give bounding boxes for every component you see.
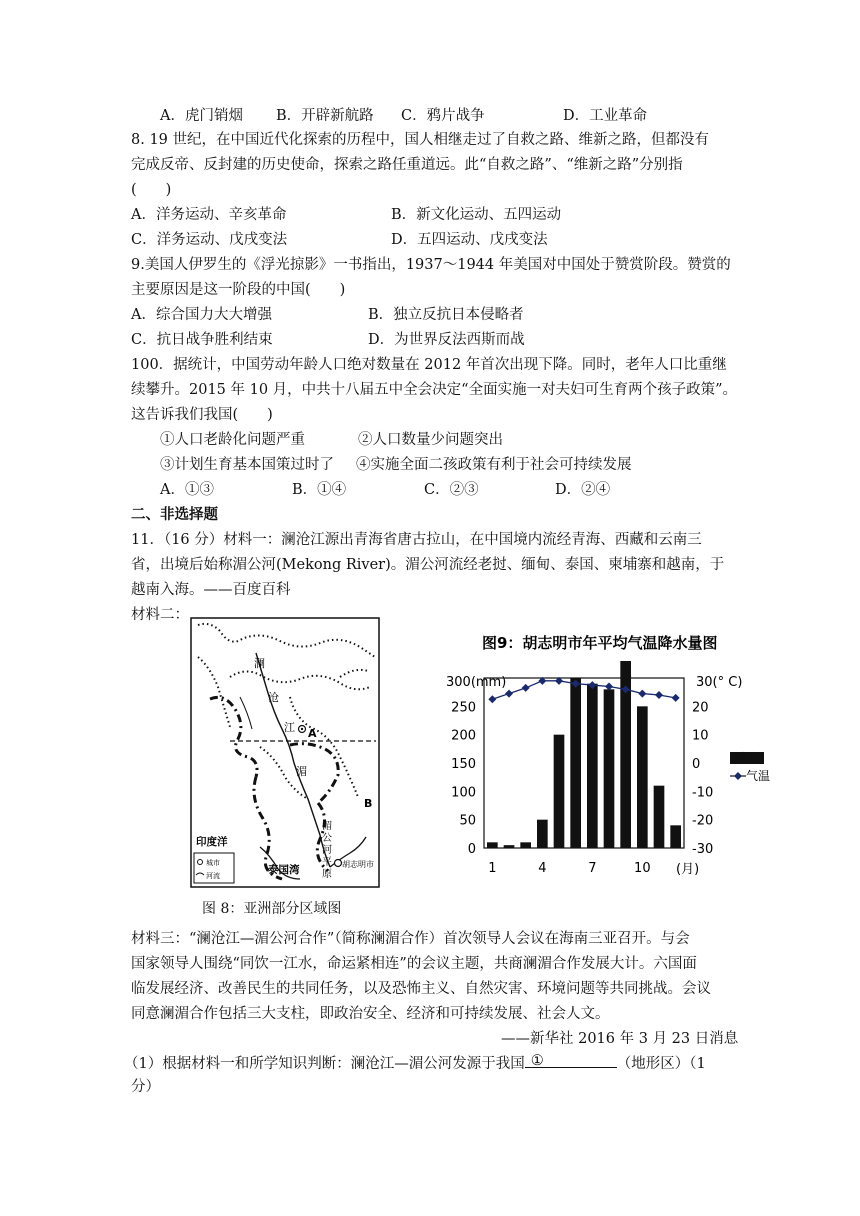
q7-option-b[interactable]: B．开辟新航路 — [276, 108, 374, 124]
hcm-city-marker — [335, 860, 342, 867]
svg-text:平: 平 — [322, 857, 332, 868]
material3-source: ——新华社 2016 年 3 月 23 日消息 — [501, 1031, 739, 1047]
legend-city-label: 城市 — [206, 859, 220, 867]
material3-line: 材料三：“澜沧江—湄公河合作”（简称澜湄合作）首次领导人会议在海南三亚召开。与会 — [131, 931, 690, 947]
temp-point — [605, 683, 613, 691]
x-tick-label: 1 — [488, 861, 497, 876]
legend-river-label: 河流 — [206, 872, 220, 880]
left-tick-label: 200 — [451, 728, 476, 744]
x-tick-label: 10 — [634, 861, 651, 876]
q9-option-b[interactable]: B．独立反抗日本侵略者 — [368, 307, 524, 323]
q11-stem-line: 11．（16 分）材料一：澜沧江源出青海省唐古拉山，在中国境内流经青海、西藏和云南三 — [131, 532, 702, 548]
temp-line — [492, 681, 675, 699]
left-tick-label: 100 — [451, 785, 476, 801]
right-tick-label: 20 — [692, 700, 709, 716]
right-axis-label: 30(° C) — [696, 675, 743, 690]
map-label-mekong-plain — [322, 820, 332, 880]
map-label-hcm: 胡志明市 — [342, 860, 374, 869]
q10-option-b[interactable]: B．①④ — [292, 482, 347, 498]
q7-option-d[interactable]: D．工业革命 — [563, 108, 648, 124]
x-unit-label: (月) — [676, 862, 700, 877]
legend-city-icon — [198, 860, 203, 865]
right-tick-label: 10 — [692, 728, 709, 744]
section-title: 二、非选择题 — [131, 506, 218, 523]
chart-title: 图9：胡志明市年平均气温降水量图 — [482, 634, 718, 652]
precip-bar — [537, 820, 548, 848]
svg-text:公: 公 — [322, 833, 332, 844]
q10-stem-line: 100．据统计，中国劳动年龄人口绝对数量在 2012 年首次出现下降。同时，老年人口比重继 — [131, 357, 727, 373]
temp-point — [488, 695, 496, 703]
map-label-mei: 湄 — [296, 765, 307, 778]
temp-point — [638, 690, 646, 698]
material3-line: 国家领导人围绕“同饮一江水，命运紧相连”的会议主题，共商澜湄合作发展大计。六国面 — [131, 956, 697, 972]
left-tick-label: 150 — [451, 757, 476, 772]
left-tick-label: 50 — [459, 813, 476, 829]
legend-precip-label: 降水 — [736, 751, 761, 765]
map-label-cang: 沧 — [268, 691, 279, 704]
sub1-line2: 分） — [131, 1079, 160, 1095]
q8-stem-line: 8. 19 世纪，在中国近代化探索的历程中，国人相继走过了自救之路、维新之路，但都没有 — [131, 132, 709, 148]
blank-marker: ① — [530, 1053, 544, 1069]
legend-temp-marker — [734, 772, 742, 780]
svg-text:河: 河 — [322, 845, 332, 856]
q10-option-d[interactable]: D．②④ — [555, 482, 611, 498]
precip-bar — [637, 706, 648, 848]
left-tick-label: 250 — [451, 700, 476, 716]
precip-bar — [654, 786, 665, 848]
precip-bar — [487, 842, 498, 848]
q9-option-a[interactable]: A．综合国力大大增强 — [131, 307, 272, 323]
svg-text:湄: 湄 — [322, 821, 332, 832]
right-tick-label: 0 — [692, 757, 701, 772]
q10-statement-4: ④实施全面二孩政策有利于社会可持续发展 — [356, 457, 632, 473]
x-tick-label: 4 — [538, 861, 547, 876]
q8-option-d[interactable]: D．五四运动、戊戌变法 — [391, 232, 548, 248]
q8-stem-line: ( ) — [131, 182, 172, 198]
temp-point — [672, 694, 680, 702]
sub1-suffix: （地形区）（1 — [616, 1056, 706, 1072]
precip-bar — [504, 845, 515, 848]
legend-temp-label: 气温 — [746, 769, 770, 783]
temp-point — [522, 684, 530, 692]
asia-region-map — [190, 617, 380, 888]
q7-option-a[interactable]: A．虎门销烟 — [160, 108, 243, 124]
q8-option-a[interactable]: A．洋务运动、辛亥革命 — [131, 207, 287, 223]
q11-stem-line: 省，出境后始称湄公河(Mekong River)。湄公河流经老挝、缅甸、泰国、柬埔寨和越南，于 — [131, 557, 725, 573]
svg-text:原: 原 — [322, 869, 332, 880]
q10-option-c[interactable]: C．②③ — [424, 482, 479, 498]
q10-statement-3: ③计划生育基本国策过时了 — [160, 457, 334, 473]
right-tick-label: -30 — [692, 842, 714, 857]
sub1-line — [124, 1052, 706, 1074]
map-label-lan: 澜 — [254, 657, 265, 670]
map-caption: 图 8：亚洲部分区域图 — [202, 901, 342, 917]
climate-chart — [440, 620, 770, 880]
q9-option-d[interactable]: D．为世界反法西斯而战 — [368, 332, 525, 348]
answer-blank-1[interactable] — [525, 1052, 617, 1068]
q10-statement-2: ②人口数量少问题突出 — [358, 432, 503, 448]
right-tick-label: -20 — [692, 813, 714, 829]
sub1-prefix: （1）根据材料一和所学知识判断：澜沧江—湄公河发源于我国 — [124, 1056, 525, 1072]
q9-stem-line: 9.美国人伊罗生的《浮光掠影》一书指出，1937～1944 年美国对中国处于赞赏阶段。赞赏的 — [131, 257, 731, 273]
q7-option-c[interactable]: C．鸦片战争 — [401, 108, 485, 124]
map-label-gulf: 泰国湾 — [268, 864, 300, 876]
right-tick-label: -10 — [692, 785, 714, 801]
q10-stem-line: 这告诉我们我国( ) — [131, 407, 273, 423]
precip-bar — [670, 825, 681, 848]
precip-bar — [570, 678, 581, 848]
city-a-marker-dot — [301, 728, 303, 730]
q10-statement-1: ①人口老龄化问题严重 — [160, 432, 305, 448]
precip-bar — [604, 689, 615, 848]
q8-option-c[interactable]: C．洋务运动、戊戌变法 — [131, 232, 288, 248]
x-tick-label: 7 — [588, 861, 597, 876]
map-label-indian-ocean: 印度洋 — [196, 836, 228, 848]
q8-stem-line: 完成反帝、反封建的历史使命，探索之路任重道远。此“自救之路”、“维新之路”分别指 — [131, 157, 683, 173]
precip-bar — [587, 684, 598, 848]
q9-option-c[interactable]: C．抗日战争胜利结束 — [131, 332, 273, 348]
q10-option-a[interactable]: A．①③ — [160, 482, 214, 498]
material2-label: 材料二： — [131, 607, 189, 623]
precip-bar — [520, 842, 531, 848]
left-tick-label: 0 — [467, 842, 476, 857]
q9-stem-line: 主要原因是这一阶段的中国( ) — [131, 282, 346, 298]
q8-option-b[interactable]: B．新文化运动、五四运动 — [391, 207, 562, 223]
map-label-jiang: 江 — [284, 721, 295, 734]
temp-point — [505, 690, 513, 698]
q11-stem-line: 越南入海。——百度百科 — [131, 582, 291, 598]
q10-stem-line: 续攀升。2015 年 10 月，中共十八届五中全会决定“全面实施一对夫妇可生育两个孩子政策”。 — [131, 382, 738, 398]
precip-bar — [554, 735, 565, 848]
material3-line: 同意澜湄合作包括三大支柱，即政治安全、经济和可持续发展、社会人文。 — [131, 1006, 610, 1022]
material3-line: 临发展经济、改善民生的共同任务，以及恐怖主义、自然灾害、环境问题等共同挑战。会议 — [131, 981, 711, 997]
temp-point — [655, 691, 663, 699]
map-label-b: B — [364, 797, 373, 810]
map-label-a: A — [308, 727, 317, 740]
left-axis-label: 300(mm) — [446, 675, 507, 690]
